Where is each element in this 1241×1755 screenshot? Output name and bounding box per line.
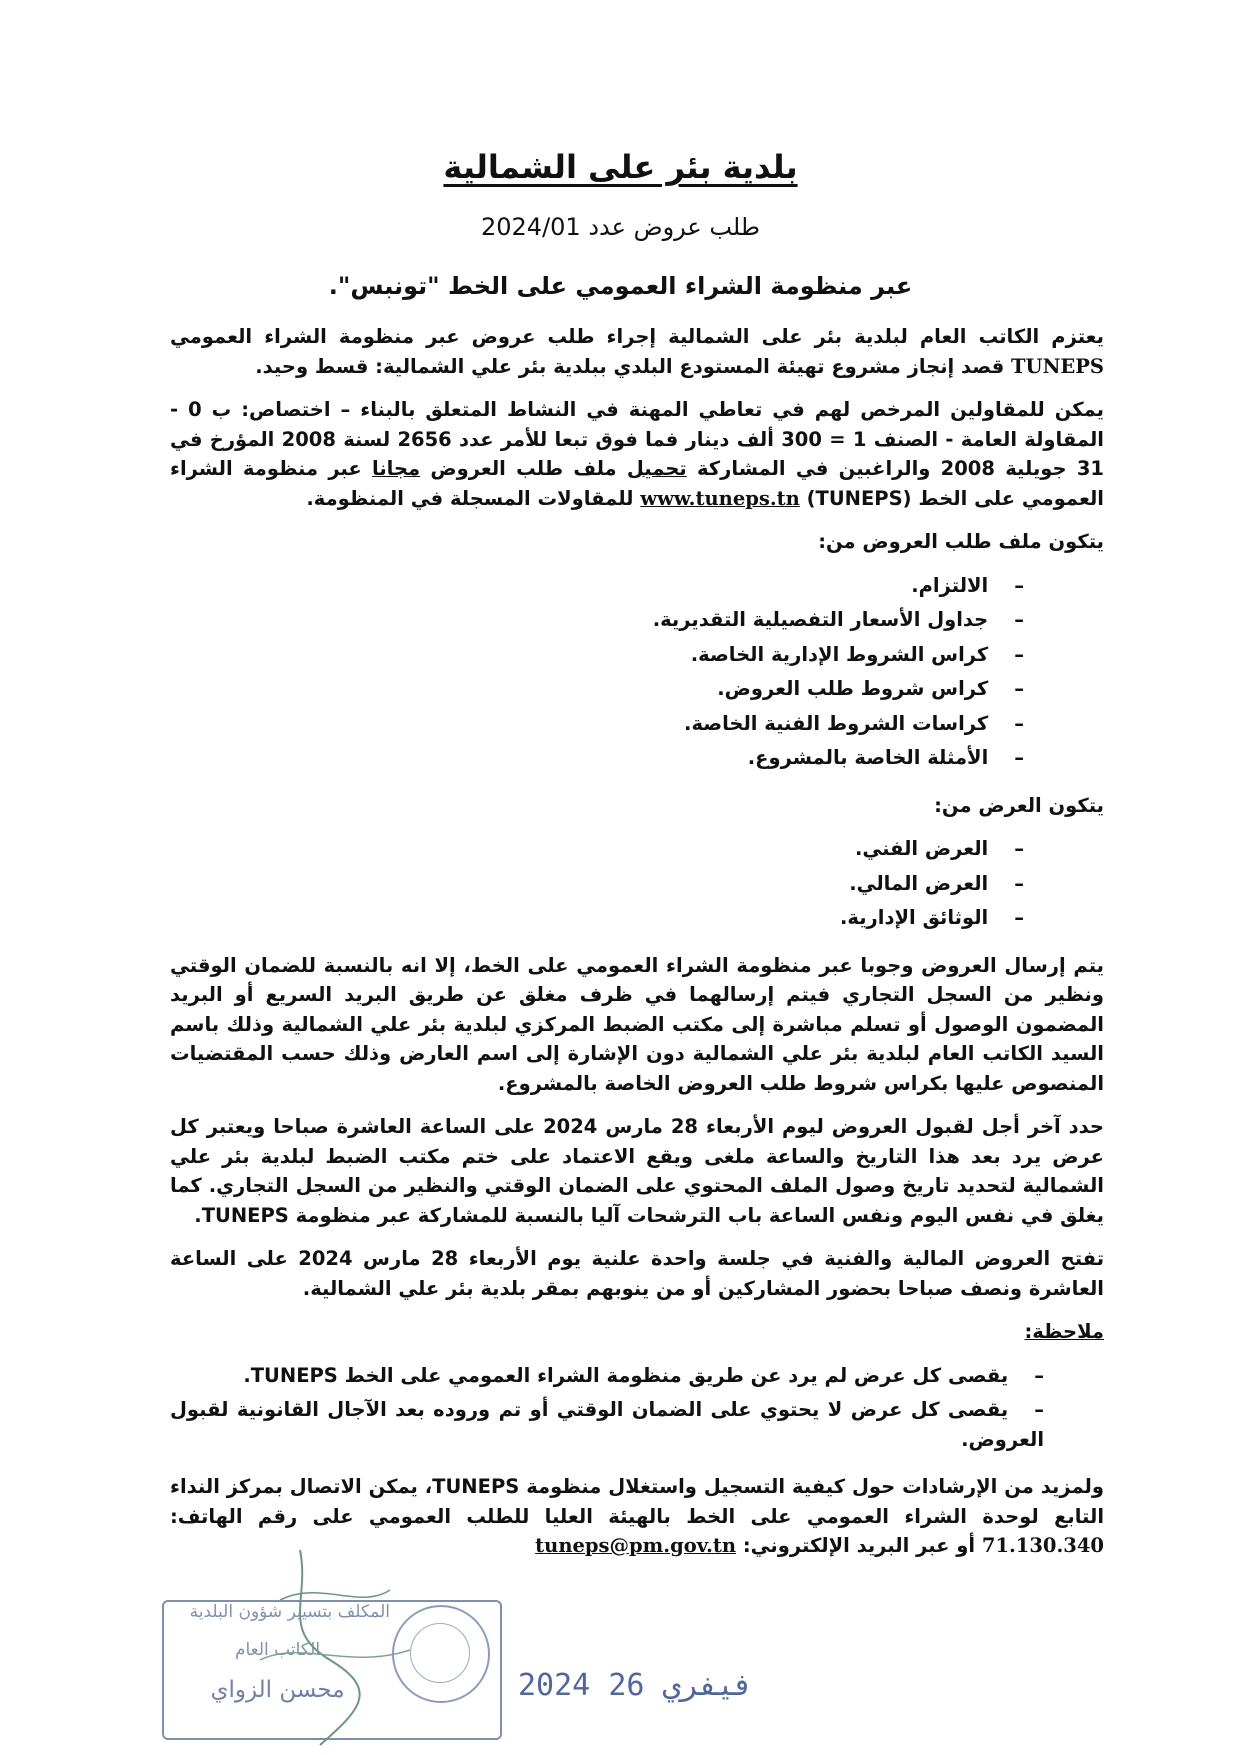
stamp-line-2: الكاتب العام (234, 1640, 321, 1660)
stamp-line-3: محسن الزواي (210, 1677, 345, 1703)
list-item: – كراس شروط طلب العروض. (170, 674, 1024, 704)
submission-paragraph: يتم إرسال العروض وجوبا عبر منظومة الشراء العمومي على الخط، إلا انه بالنسبة للضمان الوقتي ونظير من السجل التجاري فيتم إرسالهما في ظرف مغلق عن طريق البريد السريع أو البريد المضمون الوصول أو تسلم مباشرة إلى مكتب الضبط المركزي لبلدية بئر علي الشمالية وذلك باسم السيد الكاتب العام لبلدية بئر علي الشمالية دون الإشارة إلى اسم العارض وذلك حسب المقتضيات المنصوص عليها بكراس شروط طلب العروض الخاصة بالمشروع. (170, 953, 1104, 1095)
document-body (170, 322, 1104, 1575)
deadline-paragraph: حدد آخر أجل لقبول العروض ليوم الأربعاء 28 مارس 2024 على الساعة العاشرة صباحا ويعتبر كل عرض يرد بعد هذا التاريخ والساعة ملغى ويقع الاعتماد على ختم مكتب الضبط لبلدية بئر علي الشمالية لتحديد تاريخ وصول الملف المحتوي على الضمان الوقتي والنظير من السجل التجاري. كما يغلق في نفس اليوم ونفس الساعة باب الترشحات آليا بالنسبة للمشاركة عبر منظومة TUNEPS. (170, 1115, 1104, 1227)
list-item: – العرض الفني. (170, 834, 1024, 864)
offer-section-title: يتكون العرض من: (934, 793, 1104, 817)
list-item: – يقصى كل عرض لم يرد عن طريق منظومة الشراء العمومي على الخط TUNEPS. (170, 1361, 1044, 1391)
tender-channel: عبر منظومة الشراء العمومي على الخط "تونبس". (328, 272, 913, 300)
list-item: – كراسات الشروط الفنية الخاصة. (170, 709, 1024, 739)
opening-paragraph: تفتح العروض المالية والفنية في جلسة واحدة علنية يوم الأربعاء 28 مارس 2024 على الساعة العاشرة ونصف صباحا بحضور المشاركين أو من ينوبهم بمقر بلدية بئر علي الشمالية. (170, 1247, 1105, 1300)
tuneps-website-link[interactable]: www.tuneps.tn (640, 486, 800, 510)
offer-items-list (170, 834, 1104, 933)
note-title: ملاحظة: (1024, 1320, 1104, 1343)
file-section-title: يتكون ملف طلب العروض من: (818, 530, 1104, 553)
list-item: – الأمثلة الخاصة بالمشروع. (170, 743, 1024, 773)
tender-number: طلب عروض عدد 2024/01 (481, 213, 760, 241)
contact-paragraph: ولمزيد من الإرشادات حول كيفية التسجيل واستغلال منظومة TUNEPS، يمكن الاتصال بمركز النداء التابع لوحدة الشراء العمومي على الخط بالهيئة العليا للطلب العمومي على رقم الهاتف: 71.130.340 أو عبر البريد الإلكتروني: tuneps@pm.gov.tn (170, 1475, 1104, 1557)
stamp-line-1: المكلف بتسيير شؤون البلدية (189, 1602, 390, 1622)
download-word: تحميل (626, 457, 687, 480)
email-link[interactable]: tuneps@pm.gov.tn (535, 1534, 737, 1557)
intro-paragraph: يعتزم الكاتب العام لبلدية بئر على الشمالية إجراء طلب عروض عبر منظومة الشراء العمومي TUNEPS قصد إنجاز مشروع تهيئة المستودع البلدي ببلدية بئر علي الشمالية: قسط وحيد. (170, 325, 1104, 378)
list-item: – الوثائق الإدارية. (170, 903, 1024, 933)
free-word: مجانا (372, 457, 421, 480)
list-item: – العرض المالي. (170, 869, 1024, 899)
date-stamp: 2024 فيفري 26 (518, 1668, 753, 1703)
file-items-list (170, 571, 1104, 773)
list-item: – الالتزام. (170, 571, 1024, 601)
municipality-title: بلدية بئر على الشمالية (443, 148, 798, 186)
list-item: – جداول الأسعار التفصيلية التقديرية. (170, 605, 1024, 635)
list-item: – كراس الشروط الإدارية الخاصة. (170, 640, 1024, 670)
handwritten-signature (240, 1540, 420, 1750)
eligibility-paragraph: يمكن للمقاولين المرخص لهم في تعاطي المهنة في النشاط المتعلق بالبناء – اختصاص: ب 0 - المقاولة العامة - الصنف 1 = 300 ألف دينار فما فوق تبعا للأمر عدد 2656 لسنة 2008 المؤرخ في 31 جويلية 2008 والراغبين في المشاركة تحميل ملف طلب العروض مجانا عبر منظومة الشراء العمومي على الخط www.tuneps.tn (TUNEPS) للمقاولات المسجلة في المنظومة. (170, 398, 1104, 510)
note-list (170, 1361, 1104, 1455)
phone-number: 71.130.340 (981, 1534, 1104, 1557)
list-item: – يقصى كل عرض لا يحتوي على الضمان الوقتي أو تم وروده بعد الآجال القانونية لقبول العروض. (170, 1395, 1044, 1454)
